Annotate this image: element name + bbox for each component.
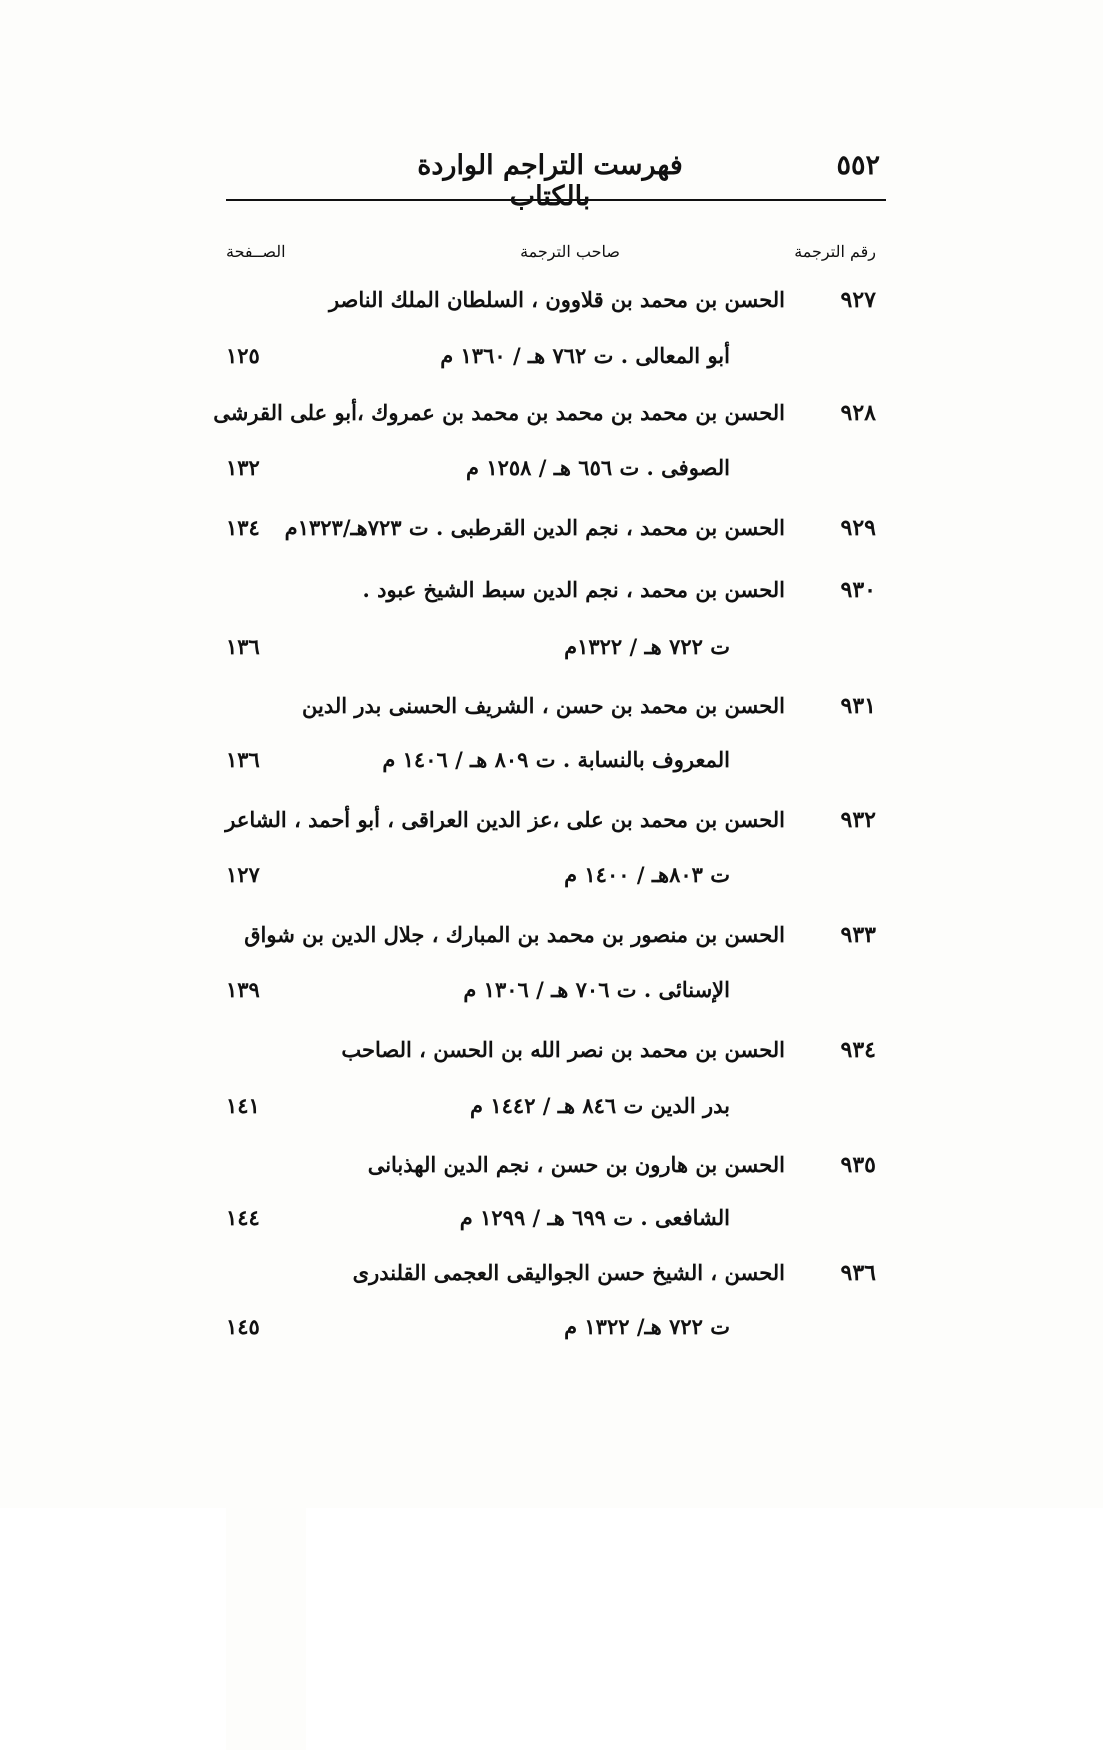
entry-page: ١٣٤ (226, 515, 260, 540)
column-header-page: الصــفحة (226, 242, 306, 1750)
entry-number: ٩٣٤ (840, 1037, 876, 1063)
entry-date-line: ت ٨٠٣هـ / ١٤٠٠ م (564, 862, 730, 887)
entry-name-line: الحسن ، الشيخ حسن الجواليقى العجمى القلندرى (352, 1260, 785, 1285)
entry-name-line: الحسن بن محمد ، نجم الدين القرطبى . ت ٧٢٣هـ/١٣٢٣م (284, 515, 785, 540)
entry-name-line: الحسن بن محمد بن نصر الله بن الحسن ، الصاحب (341, 1037, 785, 1062)
entry-date-line: ت ٧٢٢ هـ / ١٣٢٢م (564, 634, 730, 659)
entry-number: ٩٢٨ (840, 400, 876, 426)
entry-name-line: الحسن بن منصور بن محمد بن المبارك ، جلال الدين بن شواق (244, 922, 785, 947)
page-number: ٥٥٢ (836, 150, 880, 181)
entry-date-line: المعروف بالنسابة . ت ٨٠٩ هـ / ١٤٠٦ م (382, 747, 730, 772)
entry-page: ١٤٥ (226, 1314, 260, 1339)
entry-number: ٩٢٧ (840, 287, 876, 313)
entry-page: ١٤١ (226, 1093, 260, 1118)
running-title: فهرست التراجم الواردة بالكتاب (417, 150, 683, 212)
entry-number: ٩٢٩ (840, 515, 876, 541)
column-header-name: صاحب الترجمة (520, 242, 620, 261)
entry-name-line: الحسن بن محمد بن محمد بن محمد بن عمروك ،أبو على القرشى (213, 400, 785, 425)
entry-name-line: الحسن بن محمد بن قلاوون ، السلطان الملك الناصر (328, 287, 785, 312)
entry-number: ٩٣٣ (840, 922, 876, 948)
entry-number: ٩٣١ (840, 693, 876, 719)
entry-page: ١٣٢ (226, 455, 260, 480)
entry-page: ١٢٧ (226, 862, 260, 887)
entry-number: ٩٣٢ (840, 807, 876, 833)
entry-number: ٩٣٥ (840, 1152, 876, 1178)
entry-name-line: الحسن بن محمد ، نجم الدين سبط الشيخ عبود . (362, 577, 785, 602)
entry-date-line: الشافعى . ت ٦٩٩ هـ / ١٢٩٩ م (459, 1205, 730, 1230)
header-rule (226, 199, 886, 201)
entry-page: ١٣٦ (226, 634, 260, 659)
entry-name-line: الحسن بن هارون بن حسن ، نجم الدين الهذبانى (367, 1152, 785, 1177)
entry-name-line: الحسن بن محمد بن حسن ، الشريف الحسنى بدر الدين (301, 693, 785, 718)
entry-number: ٩٣٠ (840, 577, 876, 603)
entry-page: ١٤٤ (226, 1205, 260, 1230)
entry-date-line: بدر الدين ت ٨٤٦ هـ / ١٤٤٢ م (470, 1093, 730, 1118)
entry-number: ٩٣٦ (840, 1260, 876, 1286)
entry-name-line: الحسن بن محمد بن على ،عز الدين العراقى ، أبو أحمد ، الشاعر (225, 807, 785, 832)
entry-date-line: ت ٧٢٢ هـ/ ١٣٢٢ م (564, 1314, 730, 1339)
entry-date-line: أبو المعالى . ت ٧٦٢ هـ / ١٣٦٠ م (440, 343, 730, 368)
entry-date-line: الصوفى . ت ٦٥٦ هـ / ١٢٥٨ م (466, 455, 730, 480)
entry-page: ١٣٦ (226, 747, 260, 772)
column-header-number: رقم الترجمة (794, 242, 876, 261)
entry-page: ١٣٩ (226, 977, 260, 1002)
entry-date-line: الإسنائى . ت ٧٠٦ هـ / ١٣٠٦ م (463, 977, 730, 1002)
entry-page: ١٢٥ (226, 343, 260, 368)
